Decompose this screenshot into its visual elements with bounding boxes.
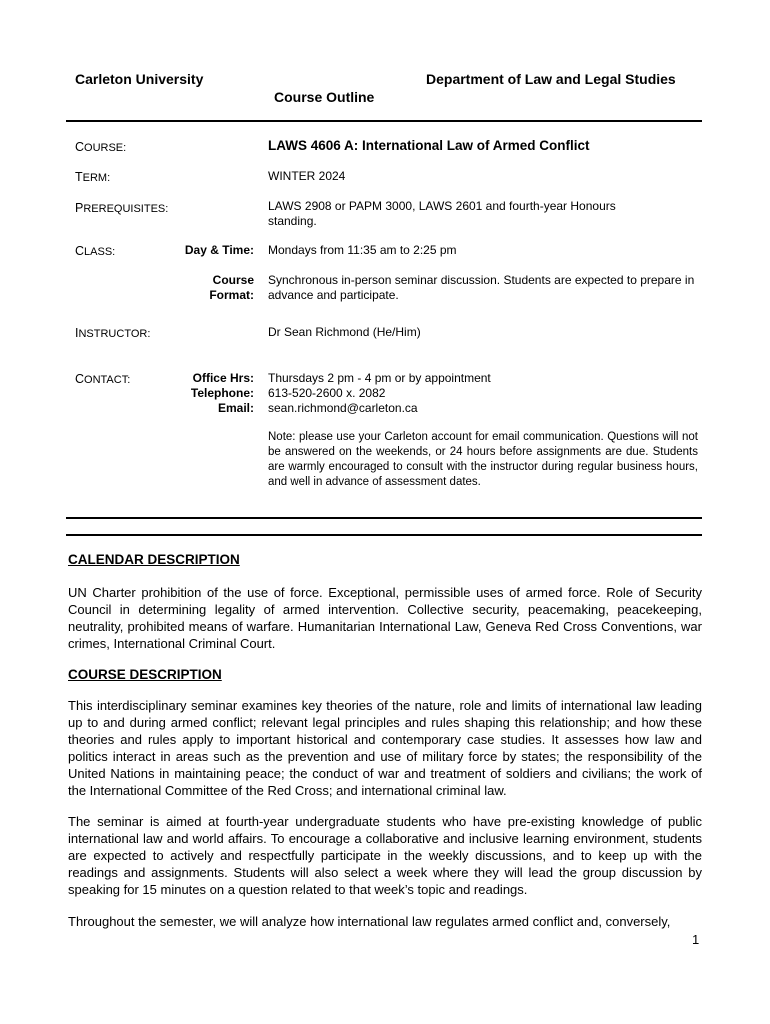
instructor-value: Dr Sean Richmond (He/Him)	[268, 325, 421, 339]
instructor-label: INSTRUCTOR:	[75, 326, 151, 340]
course-format-label-1: Course	[212, 273, 254, 287]
course-description-paragraph-1: This interdisciplinary seminar examines key theories of the nature, role and limits of international law leading up to and during armed conflict; relevant legal principles and rules shaping this relationship; and how these theories and rules apply to important historical and contemporary case studies. It assesses how law and politics interact in areas such as the prevention and use of military force by states; the responsibility of the United Nations in maintaining peace; the conduct of war and treatment of soldiers and civilians; the work of the International Committee of the Red Cross; and international criminal law.	[68, 698, 702, 798]
section-rule-top	[66, 517, 702, 519]
header-rule	[66, 120, 702, 122]
university-name: Carleton University	[75, 71, 204, 87]
day-time-value: Mondays from 11:35 am to 2:25 pm	[268, 243, 457, 257]
contact-label: CONTACT:	[75, 372, 131, 386]
telephone-value: 613-520-2600 x. 2082	[268, 386, 386, 400]
telephone-label: Telephone:	[190, 386, 254, 400]
section-rule-bottom	[66, 534, 702, 536]
email-value[interactable]: sean.richmond@carleton.ca	[268, 401, 418, 415]
prerequisites-value: LAWS 2908 or PAPM 3000, LAWS 2601 and fourth-year Honours standing.	[268, 199, 616, 228]
course-description-paragraph-2: The seminar is aimed at fourth-year undergraduate students who have pre-existing knowledge of public international law and world affairs. To encourage a collaborative and inclusive learning environment, students are expected to actively and respectfully participate in the weekly discussions, and to keep up with the readings and assignments. Students will also select a week where they will lead the group discussion by speaking for 15 minutes on a question related to that week’s topic and readings.	[68, 814, 702, 897]
office-hours-value: Thursdays 2 pm - 4 pm or by appointment	[268, 371, 491, 385]
email-note: Note: please use your Carleton account for email communication. Questions will not be answered on the weekends, or 24 hours before assignments are due. Students are warmly encouraged to consult with the instructor during regular business hours, and well in advance of assessment dates.	[268, 431, 698, 488]
course-description-heading: COURSE DESCRIPTION	[68, 667, 222, 682]
prerequisites-label: PREREQUISITES:	[75, 201, 169, 215]
class-label: CLASS:	[75, 244, 116, 258]
calendar-description-text: UN Charter prohibition of the use of force. Exceptional, permissible uses of armed force. Role of Security Council in determining legality of armed intervention. Collective security, peacemaking, peacekeeping, neutrality, prohibited means of warfare. Humanitarian International Law, Geneva Red Cross Conventions, war crimes, International Criminal Court.	[68, 585, 702, 651]
day-time-label: Day & Time:	[184, 243, 254, 257]
course-format-value: Synchronous in-person seminar discussion. Students are expected to prepare in advance and participate.	[268, 273, 695, 302]
course-format-label-2: Format:	[209, 288, 254, 302]
document-title: Course Outline	[274, 89, 375, 105]
page-number: 1	[692, 932, 700, 947]
calendar-description-heading: CALENDAR DESCRIPTION	[68, 552, 240, 567]
course-description-paragraph-3: Throughout the semester, we will analyze how international law regulates armed conflict and, conversely,	[68, 914, 671, 929]
office-hours-label: Office Hrs:	[192, 371, 254, 385]
course-label: COURSE:	[75, 140, 127, 154]
course-value: LAWS 4606 A: International Law of Armed Conflict	[268, 138, 590, 153]
term-value: WINTER 2024	[268, 169, 346, 183]
email-label: Email:	[217, 401, 254, 415]
department-name: Department of Law and Legal Studies	[426, 71, 676, 87]
term-label: TERM:	[75, 170, 111, 184]
